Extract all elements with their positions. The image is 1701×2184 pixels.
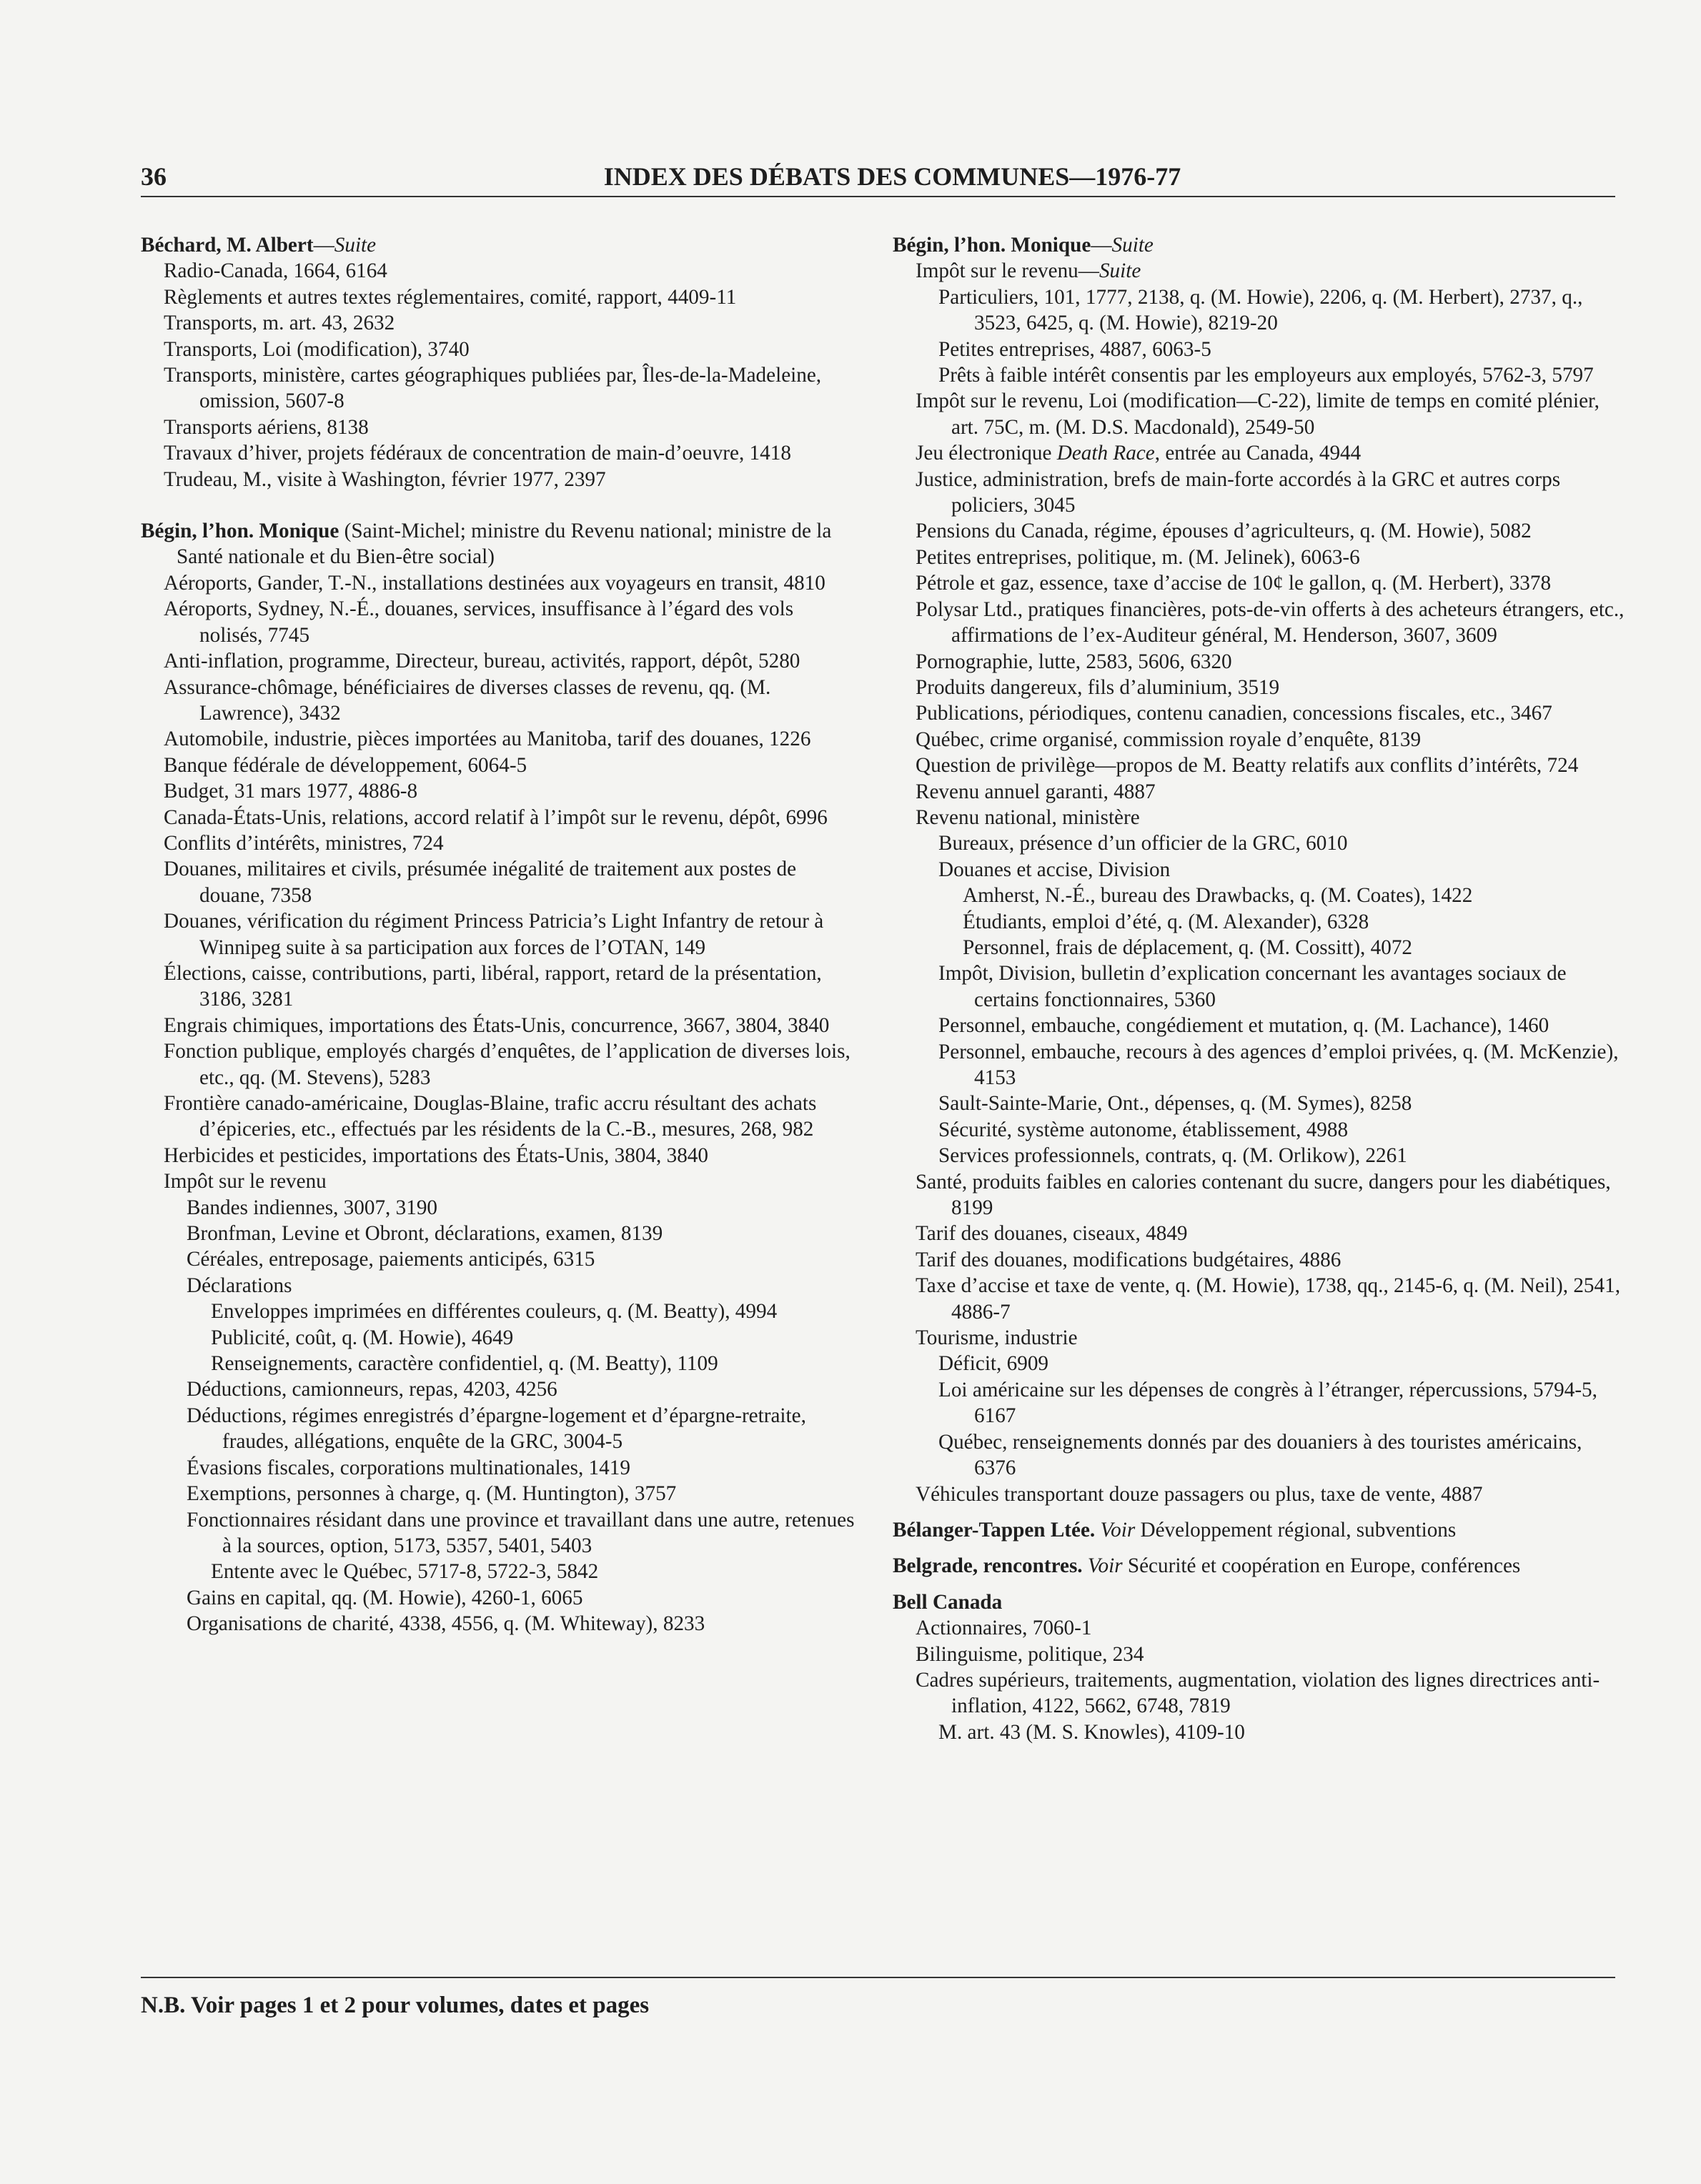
entry-text: Évasions fiscales, corporations multinationales, 1419 <box>187 1456 630 1479</box>
entry-text: Tarif des douanes, ciseaux, 4849 <box>916 1222 1188 1246</box>
index-entry <box>141 1013 856 1038</box>
index-entry <box>141 1507 856 1559</box>
entry-text: Règlements et autres textes réglementaires, comité, rapport, 4409-11 <box>164 285 737 309</box>
entry-text: Suite <box>1111 234 1154 257</box>
entry-text: Tarif des douanes, modifications budgétaires, 4886 <box>916 1248 1342 1271</box>
entry-text: Transports aériens, 8138 <box>164 415 369 439</box>
index-entry <box>893 1325 1629 1351</box>
entry-text: Bureaux, présence d’un officier de la GRC, 6010 <box>938 832 1348 855</box>
index-heading <box>141 518 856 570</box>
entry-text: Budget, 31 mars 1977, 4886-8 <box>164 780 418 803</box>
entry-text: Personnel, embauche, congédiement et mutation, q. (M. Lachance), 1460 <box>938 1014 1549 1038</box>
index-entry <box>893 467 1629 519</box>
index-entry <box>141 1246 856 1272</box>
index-entry <box>893 1273 1629 1325</box>
index-heading <box>141 232 856 258</box>
entry-text: Fonctionnaires résidant dans une province et travaillant dans une autre, retenues à la sources, option, 5173, 5357, 5401, 5403 <box>187 1508 855 1557</box>
entry-text: Pornographie, lutte, 2583, 5606, 6320 <box>916 650 1232 673</box>
index-entry <box>141 1611 856 1637</box>
index-entry <box>141 1143 856 1168</box>
index-entry <box>141 1038 856 1091</box>
entry-text: M. art. 43 (M. S. Knowles), 4109-10 <box>938 1720 1245 1744</box>
entry-text: Cadres supérieurs, traitements, augmentation, violation des lignes directrices anti-inflation, 4122, 5662, 6748, 7819 <box>916 1668 1600 1718</box>
entry-text: Impôt sur le revenu, Loi (modification—C-22), limite de temps en comité plénier, art. 75C, m. (M. D.S. Macdonald), 2549-50 <box>916 389 1600 439</box>
index-entry <box>893 727 1629 753</box>
entry-text: Tourisme, industrie <box>916 1326 1078 1350</box>
index-entry <box>893 700 1629 726</box>
entry-text: Transports, Loi (modification), 3740 <box>164 337 470 361</box>
index-entry <box>893 284 1629 337</box>
entry-text: Revenu national, ministère <box>916 805 1140 829</box>
index-entry <box>893 1615 1629 1641</box>
index-entry <box>893 1091 1629 1116</box>
index-entry <box>141 570 856 596</box>
entry-text: Impôt sur le revenu— <box>916 259 1099 283</box>
entry-text: Sault-Sainte-Marie, Ont., dépenses, q. (M. Symes), 8258 <box>938 1092 1412 1116</box>
index-entry <box>893 753 1629 778</box>
entry-spacer <box>893 1507 1629 1517</box>
entry-text: — <box>1091 234 1112 257</box>
entry-text: Gains en capital, qq. (M. Howie), 4260-1, 6065 <box>187 1586 583 1609</box>
entry-text: Amherst, N.-É., bureau des Drawbacks, q. (M. Coates), 1422 <box>963 884 1473 908</box>
entry-text: Produits dangereux, fils d’aluminium, 3519 <box>916 675 1280 699</box>
entry-text: Prêts à faible intérêt consentis par les employeurs aux employés, 5762-3, 5797 <box>938 364 1594 387</box>
index-entry <box>141 648 856 674</box>
entry-text: Personnel, embauche, recours à des agences d’emploi privées, q. (M. McKenzie), 4153 <box>938 1040 1619 1089</box>
entry-text: Pensions du Canada, régime, épouses d’agriculteurs, q. (M. Howie), 5082 <box>916 520 1532 543</box>
entry-text: Transports, m. art. 43, 2632 <box>164 312 395 335</box>
entry-text: Déclarations <box>187 1274 292 1297</box>
entry-text: Développement régional, subventions <box>1135 1518 1457 1542</box>
index-entry <box>141 1091 856 1143</box>
entry-text: Actionnaires, 7060-1 <box>916 1617 1092 1640</box>
index-entry <box>893 1377 1629 1429</box>
entry-text: Banque fédérale de développement, 6064-5 <box>164 753 527 777</box>
entry-text: Entente avec le Québec, 5717-8, 5722-3, 5842 <box>211 1560 599 1584</box>
index-entry <box>893 258 1629 284</box>
index-entry <box>893 1169 1629 1221</box>
entry-text: Impôt sur le revenu <box>164 1170 327 1193</box>
entry-text <box>1083 1554 1088 1577</box>
entry-text: (Saint-Michel; ministre du Revenu national; ministre de la Santé nationale et du Bien-être social) <box>177 520 832 569</box>
index-entry <box>893 883 1629 908</box>
index-entry <box>893 1481 1629 1507</box>
index-entry <box>141 1168 856 1194</box>
index-entry <box>893 830 1629 856</box>
entry-text: Trudeau, M., visite à Washington, février 1977, 2397 <box>164 467 606 491</box>
entry-text: Publicité, coût, q. (M. Howie), 4649 <box>211 1326 514 1349</box>
index-entry <box>141 675 856 727</box>
index-entry <box>141 1481 856 1507</box>
entry-text: Particuliers, 101, 1777, 2138, q. (M. Howie), 2206, q. (M. Herbert), 2737, q., 3523, 6425, q. (M. Howie), 8219-20 <box>938 285 1583 335</box>
entry-text: Belgrade, rencontres. <box>893 1554 1083 1578</box>
entry-text: Voir <box>1087 1554 1123 1578</box>
index-entry <box>141 1195 856 1221</box>
index-entry <box>141 440 856 466</box>
entry-text: Québec, renseignements donnés par des douaniers à des touristes américains, 6376 <box>938 1430 1582 1480</box>
index-entry <box>141 1273 856 1299</box>
entry-text: Organisations de charité, 4338, 4556, q. (M. Whiteway), 8233 <box>187 1612 705 1636</box>
entry-text: Petites entreprises, politique, m. (M. Jelinek), 6063-6 <box>916 545 1360 569</box>
index-entry <box>893 1117 1629 1143</box>
index-entry <box>141 1325 856 1351</box>
entry-text: Frontière canado-américaine, Douglas-Blaine, trafic accru résultant des achats d’épiceries, etc., effectués par les résidents de la C.-B., mesures, 268, 982 <box>164 1092 817 1141</box>
entry-text: Services professionnels, contrats, q. (M. Orlikow), 2261 <box>938 1144 1407 1168</box>
index-entry <box>141 830 856 856</box>
entry-text: Suite <box>1099 259 1141 283</box>
entry-text: Taxe d’accise et taxe de vente, q. (M. Howie), 1738, qq., 2145-6, q. (M. Neil), 2541, 4886-7 <box>916 1274 1621 1324</box>
entry-text: Déficit, 6909 <box>938 1352 1049 1376</box>
footer-rule <box>141 1977 1615 1978</box>
entry-text: Herbicides et pesticides, importations des États-Unis, 3804, 3840 <box>164 1143 708 1167</box>
entry-text: Véhicules transportant douze passagers ou plus, taxe de vente, 4887 <box>916 1482 1483 1506</box>
entry-text: Petites entreprises, 4887, 6063-5 <box>938 337 1211 361</box>
index-entry <box>893 362 1629 388</box>
index-entry <box>141 1585 856 1611</box>
entry-text: Bell Canada <box>893 1590 1003 1614</box>
entry-text: Déductions, camionneurs, repas, 4203, 4256 <box>187 1378 557 1401</box>
index-entry <box>141 961 856 1013</box>
entry-text: Jeu électronique <box>916 442 1057 465</box>
index-entry <box>141 1455 856 1481</box>
entry-text: Aéroports, Gander, T.-N., installations destinées aux voyageurs en transit, 4810 <box>164 571 825 595</box>
entry-text: Fonction publique, employés chargés d’enquêtes, de l’application de diverses lois, etc., qq. (M. Stevens), 5283 <box>164 1040 850 1089</box>
entry-spacer <box>893 1579 1629 1589</box>
index-entry <box>141 805 856 830</box>
entry-text: Polysar Ltd., pratiques financières, pots-de-vin offerts à des acheteurs étrangers, etc., affirmations de l’ex-Auditeur général, M. Henderson, 3607, 3609 <box>916 597 1625 647</box>
entry-text: Pétrole et gaz, essence, taxe d’accise de 10¢ le gallon, q. (M. Herbert), 3378 <box>916 572 1552 595</box>
index-column-right <box>893 232 1629 1745</box>
index-entry <box>141 284 856 310</box>
index-entry <box>893 805 1629 830</box>
index-column-left <box>141 232 856 1637</box>
index-heading <box>893 1517 1629 1543</box>
entry-text: — <box>313 234 334 257</box>
index-entry <box>141 726 856 752</box>
index-entry <box>893 675 1629 700</box>
entry-text: , entrée au Canada, 4944 <box>1154 442 1362 465</box>
index-entry <box>893 1351 1629 1376</box>
index-entry <box>893 1642 1629 1667</box>
index-entry <box>141 856 856 908</box>
index-entry <box>893 388 1629 440</box>
index-heading <box>893 1589 1629 1615</box>
entry-text: Douanes, vérification du régiment Princess Patricia’s Light Infantry de retour à Winnipeg suite à sa participation aux forces de l’OTAN, 149 <box>164 910 824 959</box>
index-entry <box>893 1667 1629 1719</box>
index-entry <box>141 778 856 804</box>
entry-text: Travaux d’hiver, projets fédéraux de concentration de main-d’oeuvre, 1418 <box>164 442 791 465</box>
entry-text: Engrais chimiques, importations des États-Unis, concurrence, 3667, 3804, 3840 <box>164 1013 830 1037</box>
entry-text: Santé, produits faibles en calories contenant du sucre, dangers pour les diabétiques, 8199 <box>916 1170 1611 1220</box>
entry-text: Justice, administration, brefs de main-forte accordés à la GRC et autres corps policiers, 3045 <box>916 467 1561 517</box>
index-entry <box>893 570 1629 596</box>
entry-text: Céréales, entreposage, paiements anticipés, 6315 <box>187 1248 595 1271</box>
entry-text: Sécurité et coopération en Europe, conférences <box>1122 1554 1521 1578</box>
index-entry <box>893 857 1629 883</box>
entry-text: Déductions, régimes enregistrés d’épargne-logement et d’épargne-retraite, fraudes, allégations, enquête de la GRC, 3004-5 <box>187 1404 806 1454</box>
index-entry <box>141 415 856 440</box>
index-entry <box>141 337 856 362</box>
index-entry <box>893 779 1629 805</box>
index-entry <box>893 961 1629 1013</box>
entry-text: Voir <box>1100 1518 1136 1542</box>
entry-text: Bilinguisme, politique, 234 <box>916 1642 1144 1666</box>
entry-text: Bégin, l’hon. Monique <box>141 520 339 543</box>
entry-text: Revenu annuel garanti, 4887 <box>916 780 1156 803</box>
entry-text: Étudiants, emploi d’été, q. (M. Alexander), 6328 <box>963 910 1369 933</box>
entry-text: Question de privilège—propos de M. Beatty relatifs aux conflits d’intérêts, 724 <box>916 754 1579 778</box>
entry-text: Automobile, industrie, pièces importées au Manitoba, tarif des douanes, 1226 <box>164 728 811 751</box>
entry-text: Sécurité, système autonome, établissement, 4988 <box>938 1118 1349 1141</box>
index-entry <box>893 1221 1629 1246</box>
index-entry <box>893 1013 1629 1038</box>
index-entry <box>141 310 856 336</box>
entry-spacer <box>141 492 856 518</box>
entry-text: Bandes indiennes, 3007, 3190 <box>187 1196 438 1219</box>
entry-text: Death Race <box>1056 442 1155 465</box>
index-entry <box>141 596 856 648</box>
index-entry <box>141 1299 856 1324</box>
index-entry <box>893 1143 1629 1168</box>
index-entry <box>893 1719 1629 1745</box>
index-entry <box>141 362 856 415</box>
index-entry <box>141 1559 856 1584</box>
index-entry <box>893 337 1629 362</box>
entry-text: Conflits d’intérêts, ministres, 724 <box>164 831 444 855</box>
entry-text: Loi américaine sur les dépenses de congrès à l’étranger, répercussions, 5794-5, 6167 <box>938 1378 1597 1428</box>
entry-text: Anti-inflation, programme, Directeur, bureau, activités, rapport, dépôt, 5280 <box>164 650 800 673</box>
entry-text <box>1095 1519 1100 1542</box>
entry-text: Renseignements, caractère confidentiel, q. (M. Beatty), 1109 <box>211 1352 718 1376</box>
entry-text: Douanes, militaires et civils, présumée inégalité de traitement aux postes de douane, 7358 <box>164 858 797 907</box>
entry-text: Bronfman, Levine et Obront, déclarations, examen, 8139 <box>187 1222 663 1246</box>
entry-text: Canada-États-Unis, relations, accord relatif à l’impôt sur le revenu, dépôt, 6996 <box>164 805 828 829</box>
entry-text: Transports, ministère, cartes géographiques publiées par, Îles-de-la-Madeleine, omission, 5607-8 <box>164 364 822 413</box>
index-entry <box>141 467 856 492</box>
entry-text: Enveloppes imprimées en différentes couleurs, q. (M. Beatty), 4994 <box>211 1300 778 1324</box>
entry-text: Exemptions, personnes à charge, q. (M. Huntington), 3757 <box>187 1482 677 1506</box>
entry-text: Béchard, M. Albert <box>141 234 314 257</box>
index-entry <box>893 1039 1629 1091</box>
index-entry <box>141 1351 856 1376</box>
entry-text: Bégin, l’hon. Monique <box>893 234 1091 257</box>
entry-text: Publications, périodiques, contenu canadien, concessions fiscales, etc., 3467 <box>916 702 1552 725</box>
page-number: 36 <box>141 162 167 191</box>
index-entry <box>893 935 1629 961</box>
index-entry <box>893 1247 1629 1273</box>
index-entry <box>141 1376 856 1402</box>
index-entry <box>893 1429 1629 1481</box>
footer-note: N.B. Voir pages 1 et 2 pour volumes, dates et pages <box>141 1992 650 2018</box>
index-entry <box>893 649 1629 675</box>
index-entry <box>141 753 856 778</box>
entry-text: Élections, caisse, contributions, parti, libéral, rapport, retard de la présentation, 3186, 3281 <box>164 961 822 1011</box>
entry-text: Douanes et accise, Division <box>938 858 1171 881</box>
entry-spacer <box>893 1543 1629 1553</box>
index-entry <box>893 440 1629 466</box>
index-heading <box>893 1553 1629 1579</box>
index-entry <box>141 908 856 961</box>
entry-text: Assurance-chômage, bénéficiaires de diverses classes de revenu, qq. (M. Lawrence), 3432 <box>164 675 771 725</box>
index-entry <box>893 518 1629 544</box>
entry-text: Impôt, Division, bulletin d’explication concernant les avantages sociaux de certains fonctionnaires, 5360 <box>938 962 1567 1011</box>
index-entry <box>893 545 1629 570</box>
index-entry <box>893 597 1629 649</box>
entry-text: Suite <box>334 234 377 257</box>
entry-text: Radio-Canada, 1664, 6164 <box>164 259 387 283</box>
entry-text: Aéroports, Sydney, N.-É., douanes, services, insuffisance à l’égard des vols nolisés, 7745 <box>164 597 794 647</box>
entry-text: Bélanger-Tappen Ltée. <box>893 1518 1096 1542</box>
entry-text: Personnel, frais de déplacement, q. (M. Cossitt), 4072 <box>963 935 1413 959</box>
index-entry <box>893 909 1629 935</box>
index-heading <box>893 232 1629 258</box>
running-title: INDEX DES DÉBATS DES COMMUNES—1976-77 <box>603 162 1181 191</box>
index-entry <box>141 1403 856 1455</box>
index-entry <box>141 1221 856 1246</box>
page-header <box>141 156 1615 197</box>
index-entry <box>141 258 856 284</box>
entry-text: Québec, crime organisé, commission royale d’enquête, 8139 <box>916 728 1422 751</box>
